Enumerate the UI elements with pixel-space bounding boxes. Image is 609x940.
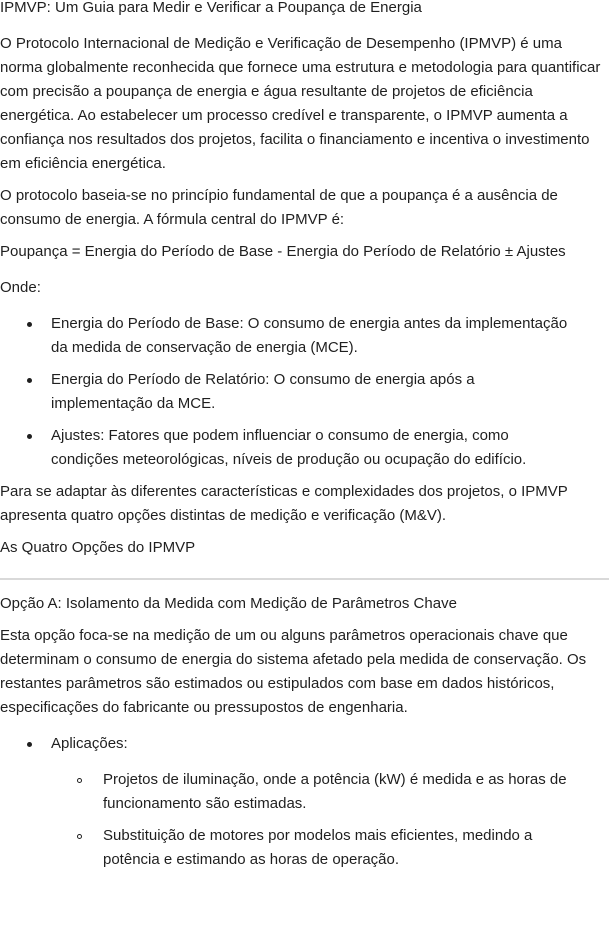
list-item <box>0 424 609 472</box>
bullet-icon <box>27 434 32 439</box>
list-item <box>0 368 609 416</box>
definitions-list <box>0 312 609 472</box>
section-heading-options: As Quatro Opções do IPMVP <box>0 539 196 556</box>
divider <box>0 578 609 580</box>
application-motors: Substituição de motores por modelos mais eficientes, medindo a potência e estimando as horas de operação. <box>103 827 533 868</box>
circle-bullet-icon <box>77 778 82 783</box>
application-lighting: Projetos de iluminação, onde a potência (kW) é medida e as horas de funcionamento são estimadas. <box>103 771 567 812</box>
document-title: IPMVP: Um Guia para Medir e Verificar a Poupança de Energia <box>0 0 422 16</box>
circle-bullet-icon <box>77 834 82 839</box>
definition-reporting: Energia do Período de Relatório: O consumo de energia após a implementação da MCE. <box>51 371 475 412</box>
principle-paragraph: O protocolo baseia-se no princípio fundamental de que a poupança é a ausência de consumo de energia. A fórmula central do IPMVP é: <box>0 187 558 228</box>
bullet-icon <box>27 322 32 327</box>
option-a-description: Esta opção foca-se na medição de um ou alguns parâmetros operacionais chave que determinam o consumo de energia do sistema afetado pela medida de conservação. Os restantes parâmetros são estimados ou estipulados com base em dados históricos, especificações do fabricante ou pressupostos de engenharia. <box>0 627 587 716</box>
bullet-icon <box>27 742 32 747</box>
list-item <box>0 312 609 360</box>
applications-label: Aplicações: <box>51 735 128 752</box>
savings-formula: Poupança = Energia do Período de Base - Energia do Período de Relatório ± Ajustes <box>0 243 566 260</box>
list-item <box>51 768 609 816</box>
applications-sublist <box>51 768 609 872</box>
applications-list <box>0 732 609 872</box>
option-a-heading: Opção A: Isolamento da Medida com Medição de Parâmetros Chave <box>0 595 457 612</box>
list-item <box>51 824 609 872</box>
adapt-paragraph: Para se adaptar às diferentes características e complexidades dos projetos, o IPMVP apresenta quatro opções distintas de medição e verificação (M&V). <box>0 483 568 524</box>
definition-baseline: Energia do Período de Base: O consumo de energia antes da implementação da medida de conservação de energia (MCE). <box>51 315 568 356</box>
list-item <box>0 732 609 872</box>
bullet-icon <box>27 378 32 383</box>
definition-adjustments: Ajustes: Fatores que podem influenciar o consumo de energia, como condições meteorológicas, níveis de produção ou ocupação do edifício. <box>51 427 527 468</box>
intro-paragraph: O Protocolo Internacional de Medição e Verificação de Desempenho (IPMVP) é uma norma globalmente reconhecida que fornece uma estrutura e metodologia para quantificar com precisão a poupança de energia e água resultante de projetos de eficiência energética. Ao estabelecer um processo credível e transparente, o IPMVP aumenta a confiança nos resultados dos projetos, facilita o financiamento e incentiva o investimento em eficiência energética. <box>0 35 601 172</box>
onde-label: Onde: <box>0 279 41 296</box>
